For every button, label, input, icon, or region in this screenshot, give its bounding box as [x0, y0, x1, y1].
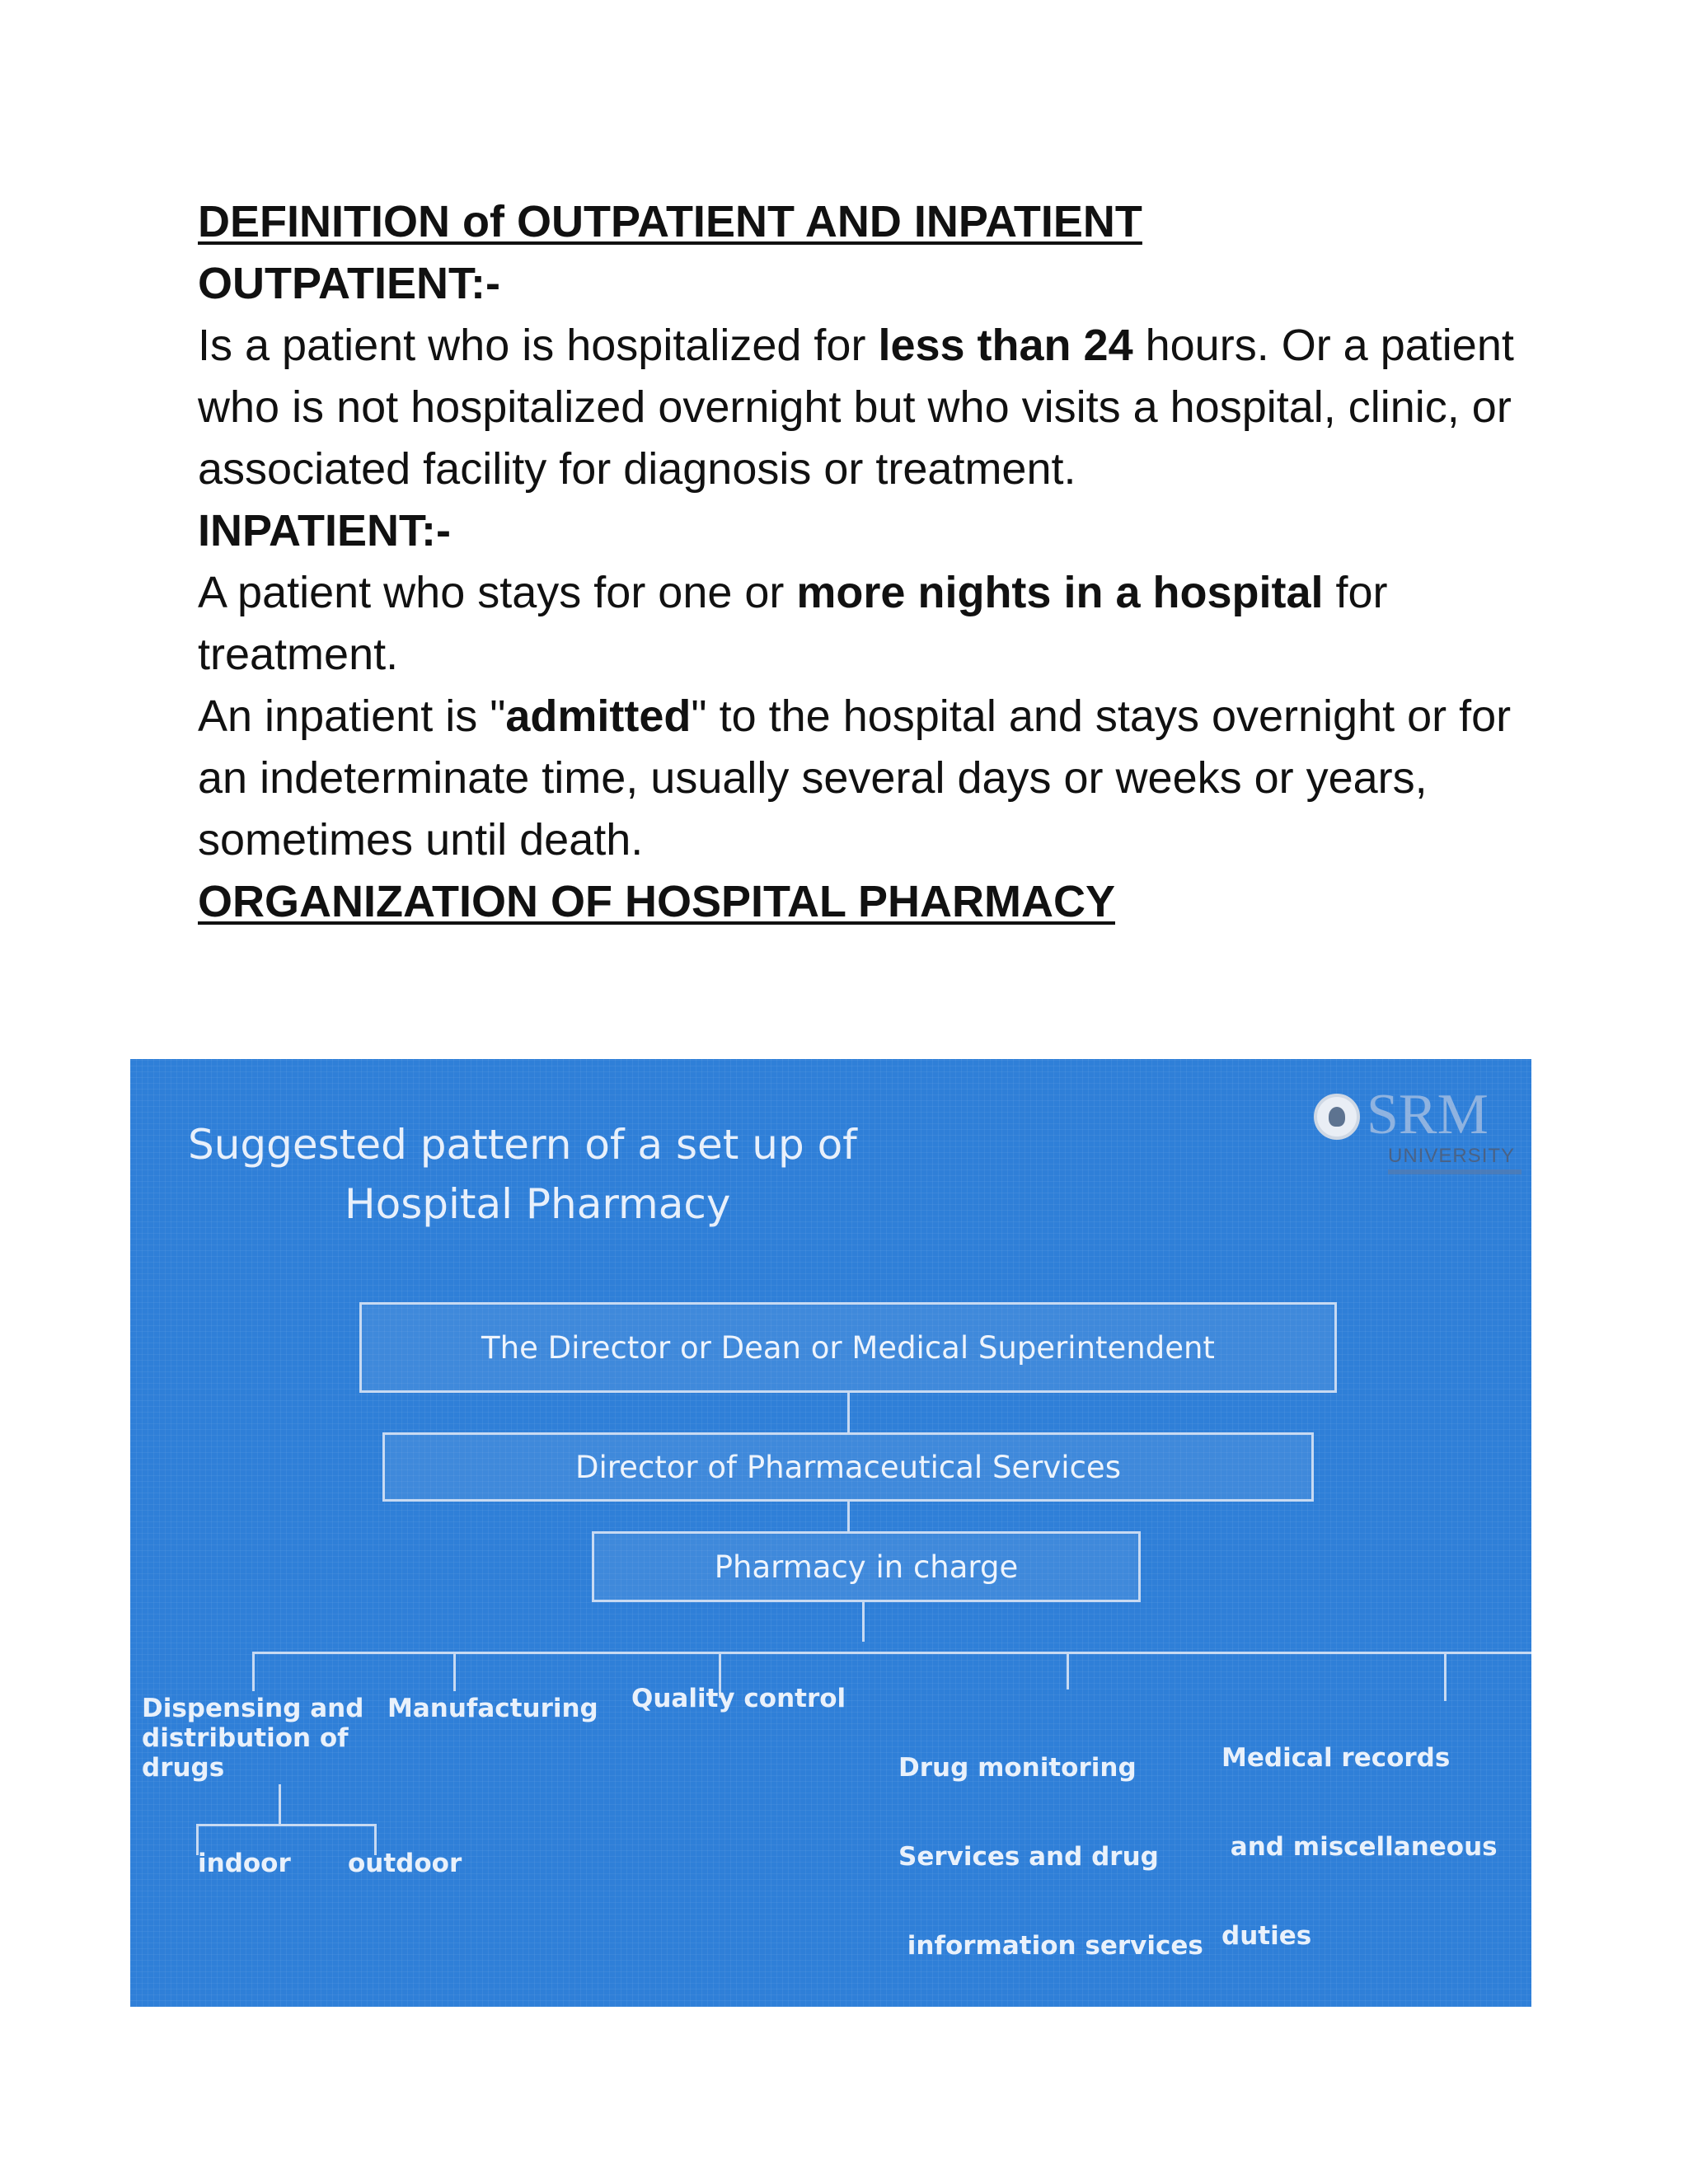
indoor-label: indoor [198, 1849, 291, 1878]
outpatient-bold: less than 24 [878, 321, 1133, 370]
branch-horizontal-line [252, 1652, 1531, 1654]
branch-drop-manufacturing [453, 1652, 456, 1691]
inpatient-bold: more nights in a hospital [796, 568, 1324, 617]
admitted-paragraph [198, 686, 1533, 871]
quality-control-label: Quality control [631, 1684, 846, 1713]
branch-drop-monitoring [1067, 1652, 1069, 1690]
inpatient-text-2: for treatment. [198, 568, 1388, 679]
inpatient-text-1: A patient who stays for one or [198, 568, 797, 617]
outpatient-text-2: hours. Or a patient who is not hospitalized overnight but who visits a hospital, clinic, or associated facility for diagnosis or treatment. [198, 321, 1514, 494]
pharmacy-in-charge-box: Pharmacy in charge [592, 1531, 1141, 1602]
branch-drop-dispensing [252, 1652, 255, 1691]
definition-heading: DEFINITION of OUTPATIENT AND INPATIENT [198, 197, 1142, 246]
connector-1 [847, 1393, 850, 1432]
document-text [198, 191, 1533, 933]
dispensing-label: Dispensing and distribution of drugs [142, 1694, 364, 1783]
slide-title-line2: Hospital Pharmacy [345, 1180, 731, 1228]
slide-title-line1: Suggested pattern of a set up of [188, 1121, 857, 1169]
logo-tagline-bar [1388, 1169, 1522, 1174]
inpatient-label: INPATIENT:- [198, 506, 451, 555]
dispensing-sub-horizontal [196, 1824, 376, 1826]
outpatient-definition [198, 315, 1533, 500]
connector-3 [862, 1602, 865, 1642]
outdoor-label: outdoor [348, 1849, 462, 1878]
outpatient-label: OUTPATIENT:- [198, 259, 500, 308]
manufacturing-label: Manufacturing [387, 1694, 598, 1723]
dispensing-sub-drop [279, 1784, 281, 1825]
srm-logo [1312, 1083, 1526, 1179]
outpatient-text-1: Is a patient who is hospitalized for [198, 321, 879, 370]
logo-text: SRM [1367, 1083, 1489, 1146]
admitted-text-1: An inpatient is " [198, 691, 506, 741]
medical-records-label: Medical records and miscellaneous duties [1221, 1743, 1498, 1951]
org-chart-slide [130, 1059, 1531, 2007]
admitted-text-2: " to the hospital and stays overnight or for an indeterminate time, usually several days or weeks or years, sometimes until death. [198, 691, 1512, 865]
drug-monitoring-label: Drug monitoring Services and drug information services [898, 1753, 1203, 1961]
organization-heading: ORGANIZATION OF HOSPITAL PHARMACY [198, 877, 1115, 926]
admitted-bold: admitted [505, 691, 692, 741]
university-seal-icon [1314, 1094, 1360, 1140]
director-box: The Director or Dean or Medical Superintendent [359, 1302, 1337, 1393]
connector-2 [847, 1502, 850, 1531]
logo-subtext: UNIVERSITY [1388, 1145, 1516, 1167]
slide-title [188, 1115, 1095, 1234]
pharma-services-box: Director of Pharmaceutical Services [382, 1432, 1314, 1502]
inpatient-definition [198, 562, 1533, 686]
